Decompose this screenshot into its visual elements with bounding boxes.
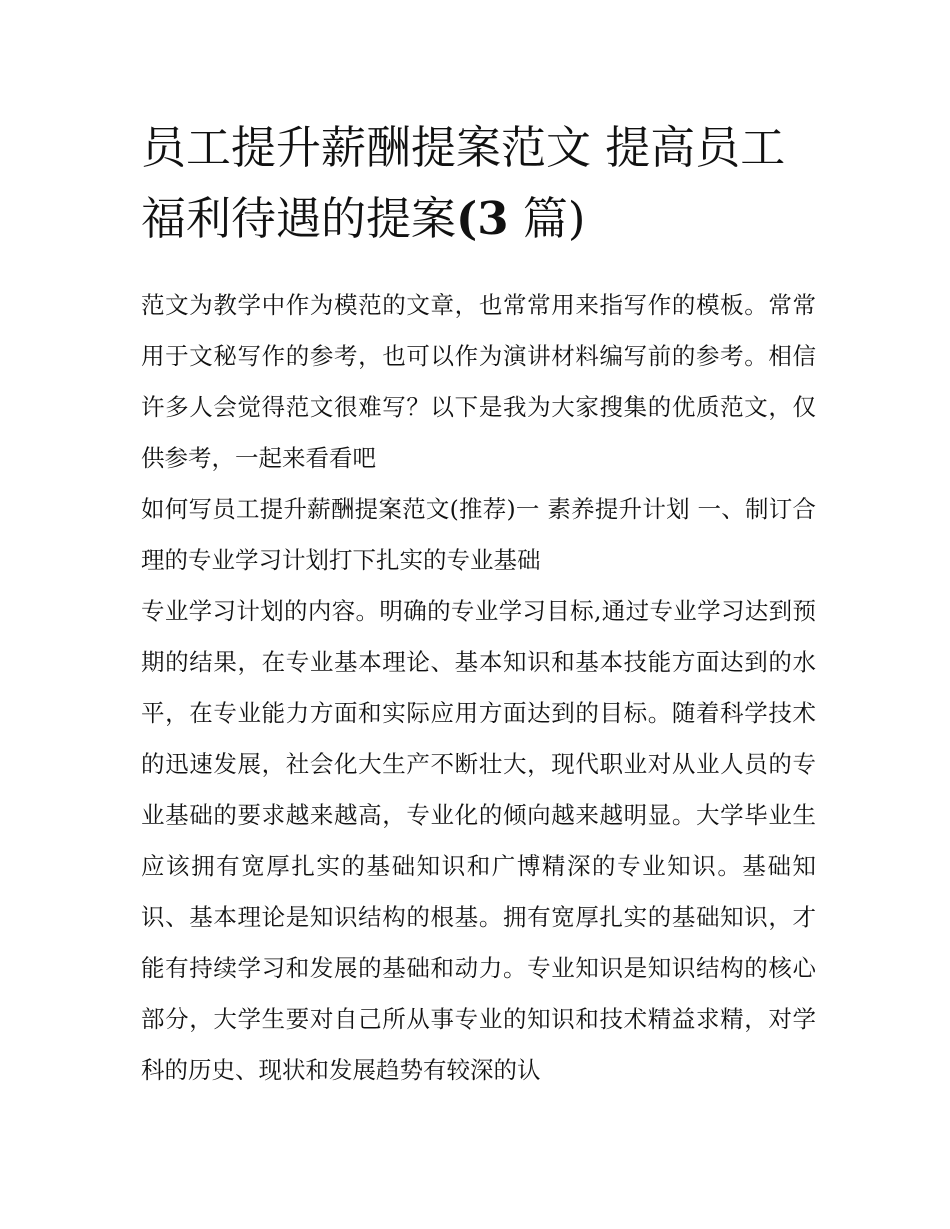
title-count: (3 — [456, 192, 509, 245]
intro-paragraph: 范文为教学中作为模范的文章，也常常用来指写作的模板。常常用于文秘写作的参考，也可以作为演讲材料编写前的参考。相信许多人会觉得范文很难写？以下是我为大家搜集的优质范文，仅供参考，一起来看看吧 — [141, 291, 816, 472]
body-paragraph: 专业学习计划的内容。明确的专业学习目标,通过专业学习达到预期的结果，在专业基本理论、基本知识和基本技能方面达到的水平，在专业能力方面和实际应用方面达到的目标。随着科学技术的迅速发展，社会化大生产不断壮大，现代职业对从业人员的专业基础的要求越来越高，专业化的倾向越来越明显。大学毕业生应该拥有宽厚扎实的基础知识和广博精深的专业知识。基础知识、基本理论是知识结构的根基。拥有宽厚扎实的基础知识，才能有持续学习和发展的基础和动力。专业知识是知识结构的核心部分，大学生要对自己所从事专业的知识和技术精益求精，对学科的历史、现状和发展趋势有较深的认 — [141, 597, 816, 1084]
section-heading-paragraph: 如何写员工提升薪酬提案范文(推荐)一 素养提升计划 一、制订合理的专业学习计划打下扎实的专业基础 — [141, 495, 816, 574]
document-title — [141, 112, 816, 254]
title-suffix: 篇) — [508, 192, 586, 245]
title-text: 员工提升薪酬提案范文 提高员工福利待遇的提案 — [141, 121, 786, 245]
document-body — [141, 112, 816, 1096]
